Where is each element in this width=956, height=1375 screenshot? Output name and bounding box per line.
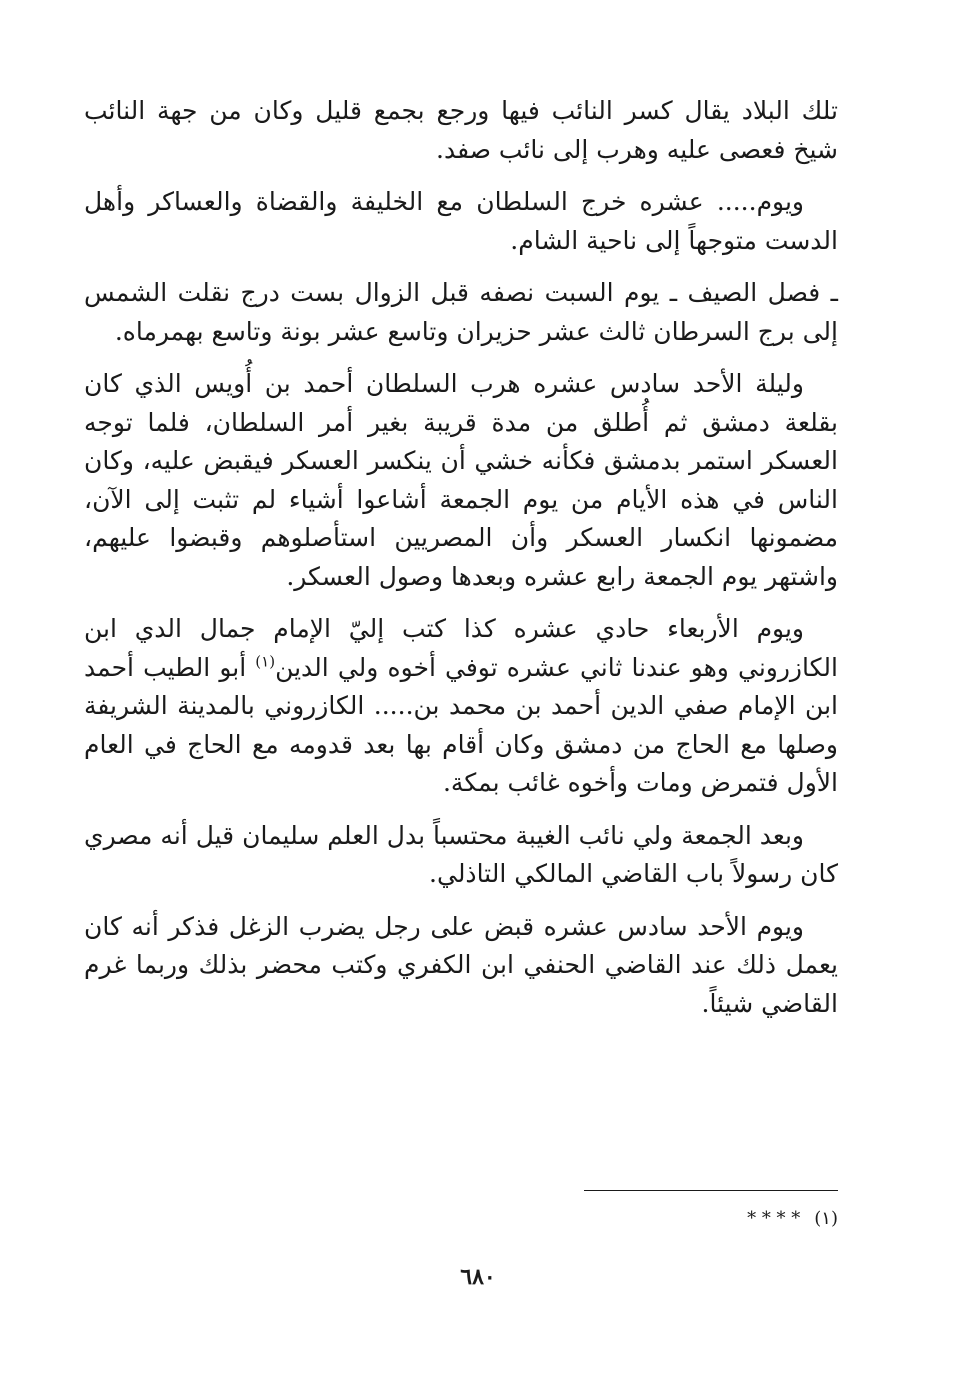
body-text <box>84 92 838 1037</box>
paragraph-5-part-2: أبو الطيب أحمد ابن الإمام صفي الدين أحمد بن محمد بن..... الكازروني بالمدينة الشريفة وصلها مع الحاج من دمشق وكان أقام بها بعد قدومه مع الحاج في العام الأول فتمرض ومات وأخوه غائب بمكة. <box>84 652 838 797</box>
footnote-number: (١) <box>814 1208 838 1229</box>
paragraph-3: ـ فصل الصيف ـ يوم السبت نصفه قبل الزوال بست درج نقلت الشمس إلى برج السرطان ثالث عشر حزيران وتاسع عشر بونة وتاسع بهمرماه. <box>84 278 838 346</box>
page-number: ٦٨٠ <box>460 1264 496 1290</box>
footnote <box>747 1206 838 1232</box>
paragraph-4: وليلة الأحد سادس عشره هرب السلطان أحمد بن أُويس الذي كان بقلعة دمشق ثم أُطلق من مدة قريبة بغير أمر السلطان، فلما توجه العسكر استمر بدمشق فكأنه خشي أن ينكسر العسكر فيقبض عليه، وكان الناس في هذه الأيام من يوم الجمعة أشاعوا أشياء لم تثبت إلى الآن، مضمونها انكسار العسكر وأن المصريين استأصلوهم وقبضوا عليهم، واشتهر يوم الجمعة رابع عشره وبعدها وصول العسكر. <box>84 369 838 591</box>
footnote-divider <box>584 1190 838 1191</box>
footnote-text: * * * * <box>747 1208 801 1229</box>
paragraph-1: تلك البلاد يقال كسر النائب فيها ورجع بجمع قليل وكان من جهة النائب شيخ فعصى عليه وهرب إلى نائب صفد. <box>84 96 838 164</box>
paragraph-7: ويوم الأحد سادس عشره قبض على رجل يضرب الزغل فذكر أنه كان يعمل ذلك عند القاضي الحنفي ابن الكفري وكتب محضر بذلك وربما غرم القاضي شيئاً. <box>84 911 838 1018</box>
paragraph-5 <box>84 610 838 803</box>
paragraph-2: ويوم..... عشره خرج السلطان مع الخليفة والقضاة والعساكر وأهل الدست متوجهاً إلى ناحية الشام. <box>84 187 838 255</box>
footnote-reference[interactable]: (١) <box>255 652 276 671</box>
paragraph-6: وبعد الجمعة ولي نائب الغيبة محتسباً بدل العلم سليمان قيل أنه مصري كان رسولاً باب القاضي المالكي التاذلي. <box>84 820 838 888</box>
paragraph-5-part-1: ويوم الأربعاء حادي عشره كذا كتب إليّ الإمام جمال الدي ابن الكازروني وهو عندنا ثاني عشره توفي أخوه ولي الدين <box>84 614 838 682</box>
